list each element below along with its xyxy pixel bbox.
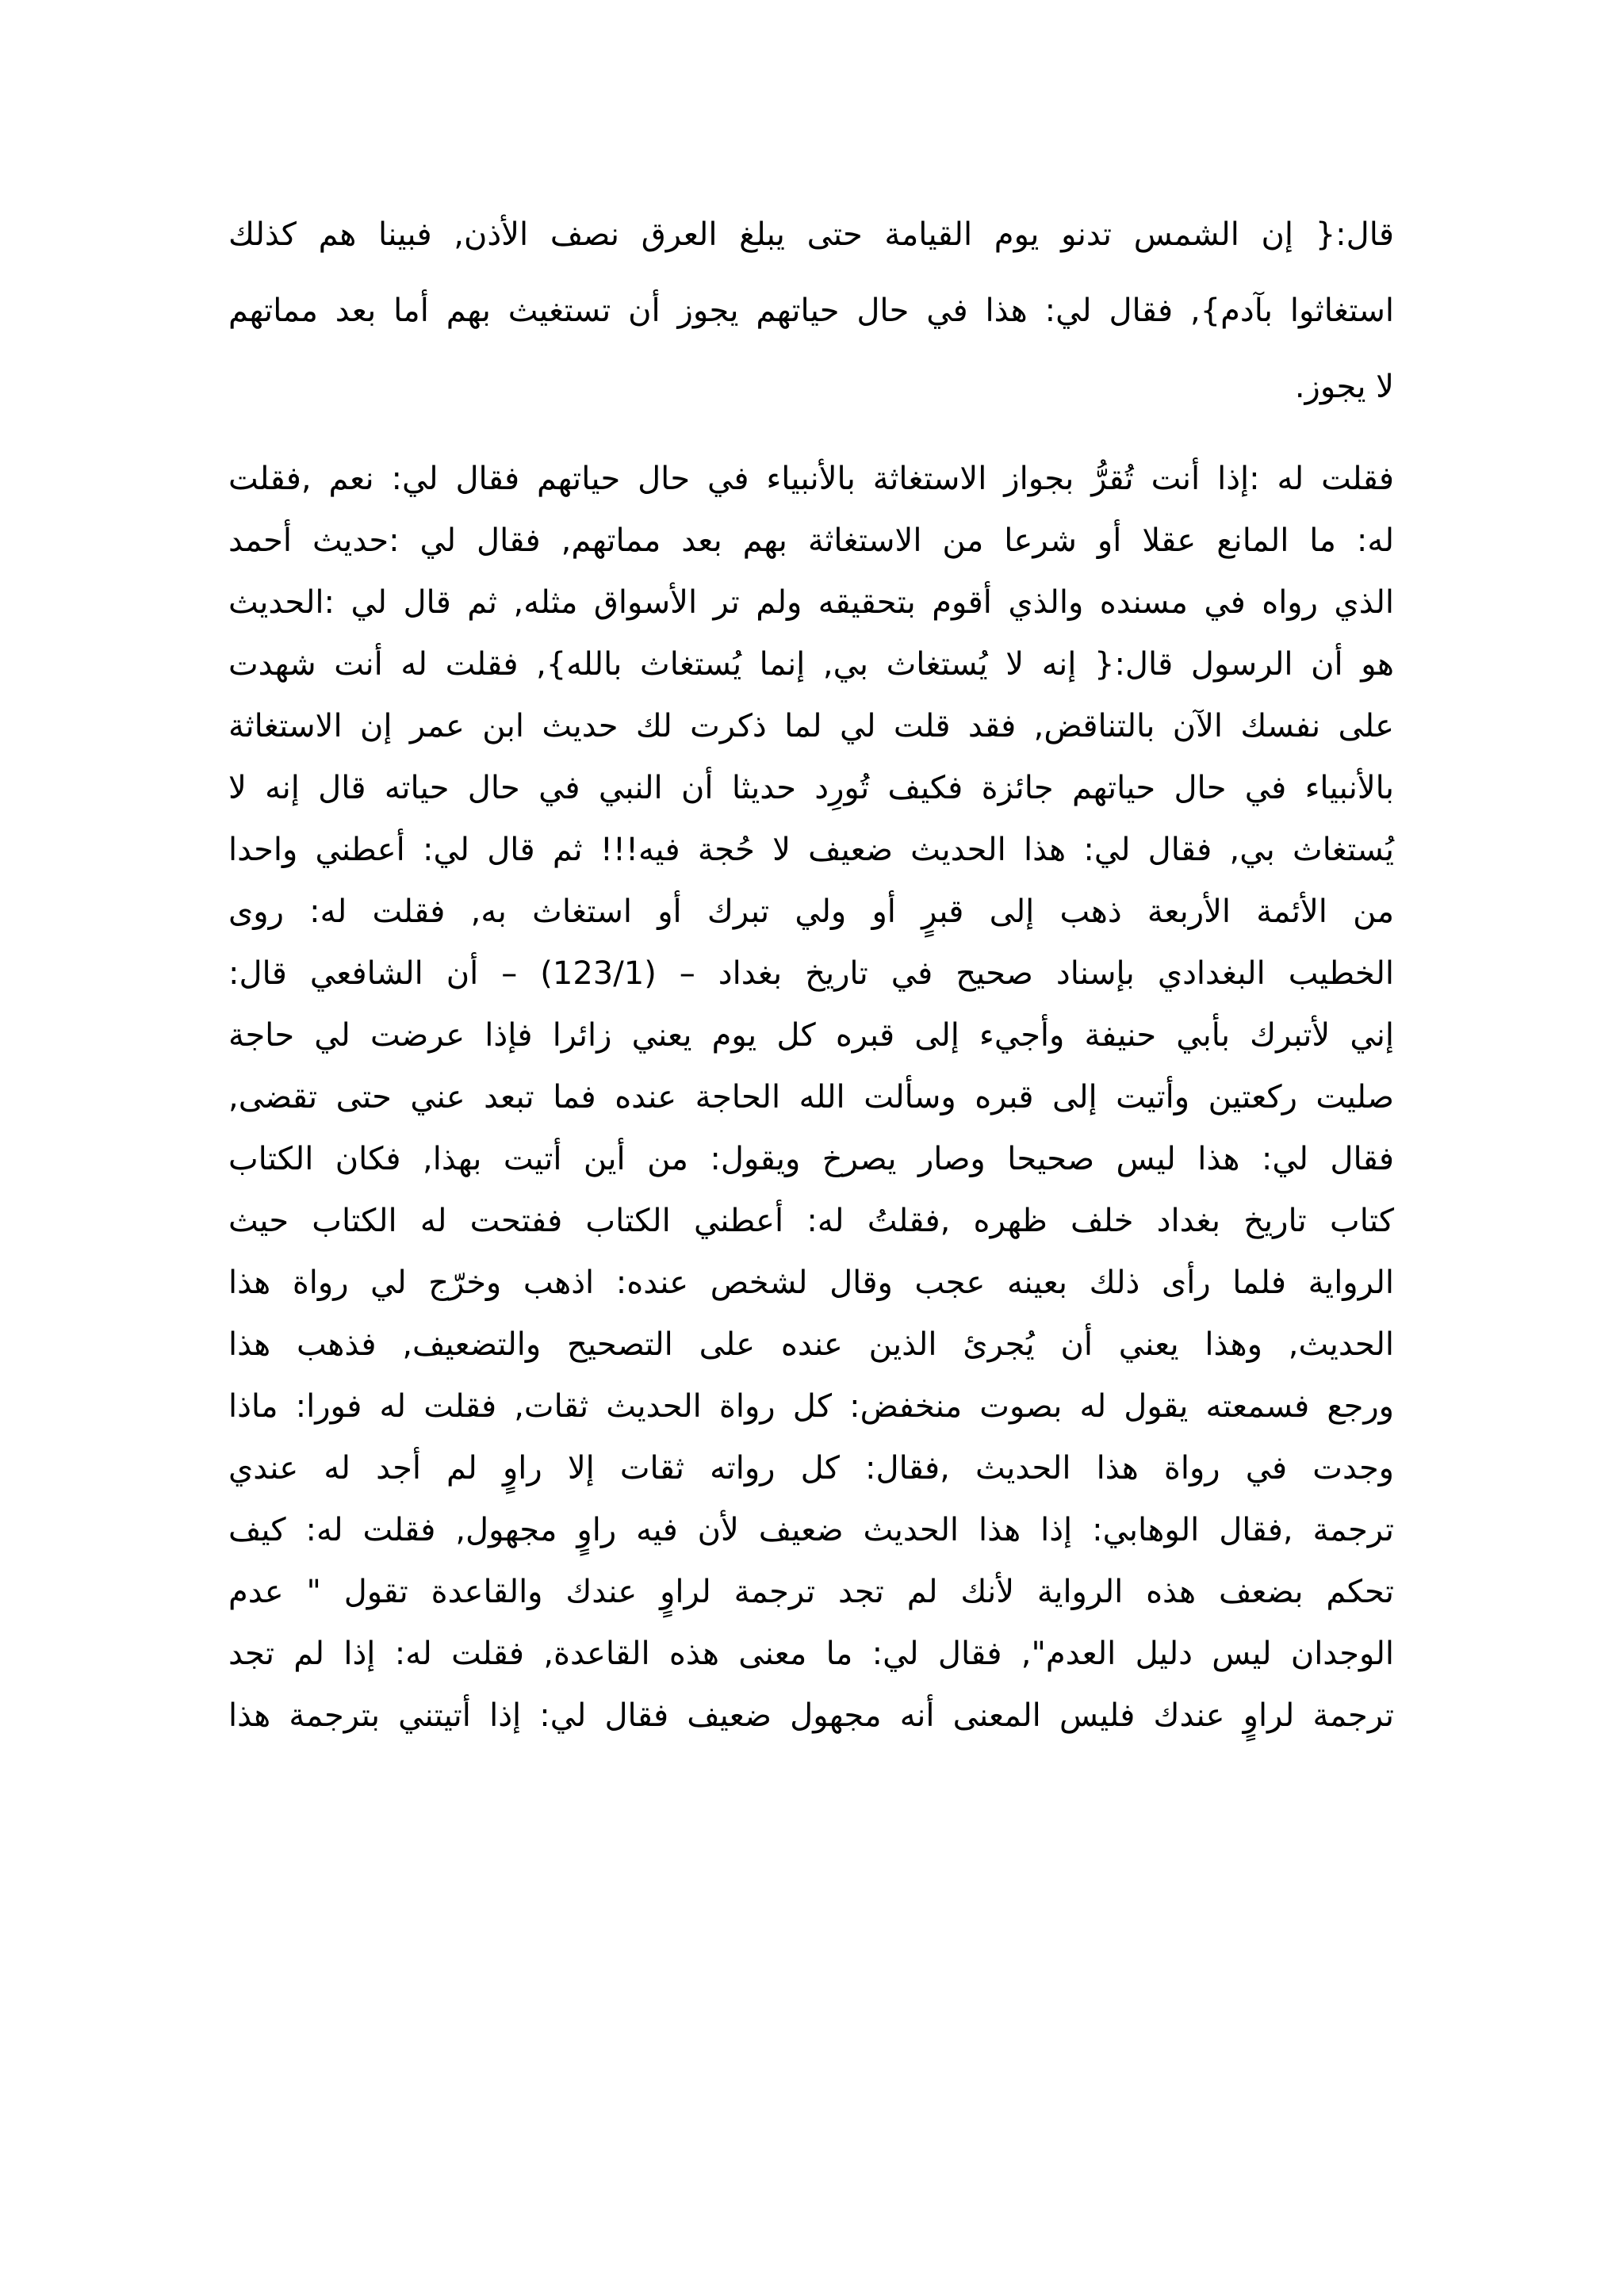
text-line: ورجع فسمعته يقول له بصوت منخفض: كل رواة الحديث ثقات, فقلت له فورا: ماذا [228,1388,1394,1425]
text-line: الوجدان ليس دليل العدم", فقال لي: ما معنى هذه القاعدة, فقلت له: إذا لم تجد [228,1636,1394,1672]
text-line: الخطيب البغدادي بإسناد صحيح في تاريخ بغداد – (123/1) – أن الشافعي قال: [228,955,1394,992]
text-line: بالأنبياء في حال حياتهم جائزة فكيف تُورِد حديثا أن النبي في حال حياته قال إنه لا [228,770,1394,806]
text-line: لا يجوز. [1294,369,1394,405]
text-line: الرواية فلما رأى ذلك بعينه عجب وقال لشخص عنده: اذهب وخرّج لي رواة هذا [228,1265,1394,1301]
text-line: تحكم بضعف هذه الرواية لأنك لم تجد ترجمة لراوٍ عندك والقاعدة تقول " عدم [228,1574,1394,1610]
text-line: ترجمة لراوٍ عندك فليس المعنى أنه مجهول ضعيف فقال لي: إذا أتيتني بترجمة هذا [228,1697,1394,1734]
text-line: يُستغاث بي, فقال لي: هذا الحديث ضعيف لا حُجة فيه!!! ثم قال لي: أعطني واحدا [228,832,1394,868]
text-line: من الأئمة الأربعة ذهب إلى قبرٍ أو ولي تبرك أو استغاث به, فقلت له: روى [228,894,1394,930]
text-line: ترجمة ,فقال الوهابي: إذا هذا الحديث ضعيف لأن فيه راوٍ مجهول, فقلت له: كيف [228,1512,1394,1548]
text-line: استغاثوا بآدم}, فقال لي: هذا في حال حياتهم يجوز أن تستغيث بهم أما بعد مماتهم [228,293,1394,329]
text-line: وجدت في رواة هذا الحديث ,فقال: كل رواته ثقات إلا راوٍ لم أجد له عندي [228,1450,1394,1487]
text-line: إني لأتبرك بأبي حنيفة وأجيء إلى قبره كل يوم يعني زائرا فإذا عرضت لي حاجة [228,1017,1394,1054]
text-line: الحديث, وهذا يعني أن يُجرئ الذين عنده على التصحيح والتضعيف, فذهب هذا [228,1326,1394,1363]
text-line: هو أن الرسول قال:{ إنه لا يُستغاث بي, إنما يُستغاث بالله}, فقلت له أنت شهدت [228,646,1394,683]
text-line: كتاب تاريخ بغداد خلف ظهره ,فقلتُ له: أعطني الكتاب ففتحت له الكتاب حيث [228,1203,1394,1239]
text-line: على نفسك الآن بالتناقض, فقد قلت لي لما ذكرت لك حديث ابن عمر إن الاستغاثة [228,708,1394,744]
text-line: فقال لي: هذا ليس صحيحا وصار يصرخ ويقول: من أين أتيت بهذا, فكان الكتاب [228,1141,1394,1177]
text-line: فقلت له :إذا أنت تُقرُّ بجواز الاستغاثة بالأنبياء في حال حياتهم فقال لي: نعم ,فقلت [228,461,1394,497]
text-line: قال:{ إن الشمس تدنو يوم القيامة حتى يبلغ العرق نصف الأذن, فبينا هم كذلك [228,216,1394,253]
text-line: الذي رواه في مسنده والذي أقوم بتحقيقه ولم تر الأسواق مثله, ثم قال لي :الحديث [228,584,1394,621]
text-line: صليت ركعتين وأتيت إلى قبره وسألت الله الحاجة عنده فما تبعد عني حتى تقضى, [228,1079,1394,1115]
text-line: له: ما المانع عقلا أو شرعا من الاستغاثة بهم بعد مماتهم, فقال لي :حديث أحمد [228,522,1394,559]
